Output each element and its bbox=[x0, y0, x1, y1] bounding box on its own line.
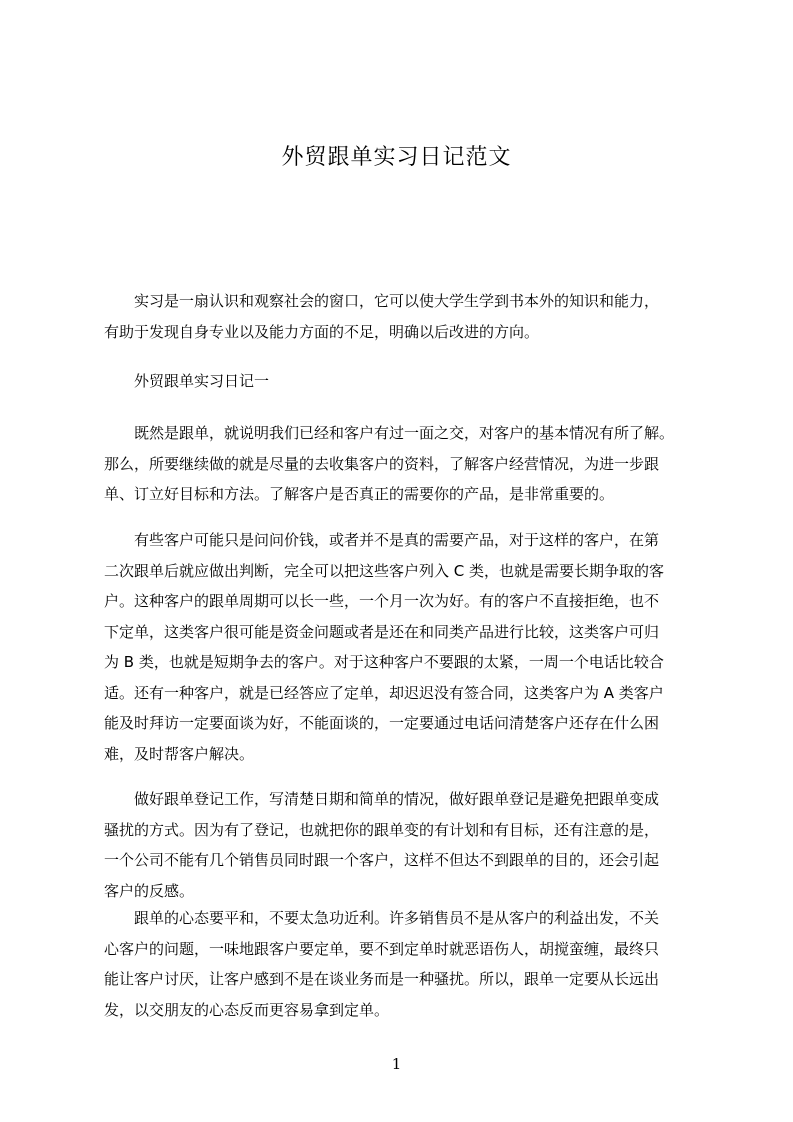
section-heading bbox=[104, 366, 704, 397]
intro-paragraph bbox=[104, 286, 704, 347]
text-line: 既然是跟单，就说明我们已经和客户有过一面之交，对客户的基本情况有所了解。 bbox=[134, 424, 675, 442]
paragraph-2 bbox=[104, 525, 704, 769]
text-line: 户。这种客户的跟单周期可以长一些，一个月一次为好。有的客户不直接拒绝，也不 bbox=[104, 592, 660, 610]
document-title: 外贸跟单实习日记范文 bbox=[281, 145, 512, 170]
text-line: 一个公司不能有几个销售员同时跟一个客户，这样不但达不到跟单的目的，还会引起 bbox=[104, 851, 660, 869]
section-heading-text: 外贸跟单实习日记一 bbox=[134, 372, 270, 390]
text-line: 实习是一扇认识和观察社会的窗口，它可以使大学生学到书本外的知识和能力， bbox=[134, 292, 660, 310]
text-line: 做好跟单登记工作，写清楚日期和简单的情况，做好跟单登记是避免把跟单变成 bbox=[134, 790, 660, 808]
text-line: 发，以交朋友的心态反而更容易拿到定单。 bbox=[104, 1000, 390, 1019]
text-line: 单、订立好目标和方法。了解客户是否真正的需要你的产品，是非常重要的。 bbox=[104, 485, 615, 503]
text-line: 二次跟单后就应做出判断，完全可以把这些客户列入 C 类，也就是需要长期争取的客 bbox=[104, 561, 665, 580]
text-line: 骚扰的方式。因为有了登记，也就把你的跟单变的有计划和有目标，还有注意的是， bbox=[104, 820, 660, 839]
text-line: 适。还有一种客户，就是已经答应了定单，却迟迟没有签合同，这类客户为 A 类客户 bbox=[104, 683, 664, 702]
text-line: 有些客户可能只是问问价钱，或者并不是真的需要产品，对于这样的客户，在第 bbox=[134, 531, 660, 549]
text-line: 能让客户讨厌，让客户感到不是在谈业务而是一种骚扰。所以，跟单一定要从长远出 bbox=[104, 970, 660, 988]
text-line: 跟单的心态要平和，不要太急功近利。许多销售员不是从客户的利益出发，不关 bbox=[134, 909, 660, 927]
text-line: 那么，所要继续做的就是尽量的去收集客户的资料，了解客户经营情况，为进一步跟 bbox=[104, 454, 660, 473]
text-line: 心客户的问题，一味地跟客户要定单，要不到定单时就恶语伤人，胡搅蛮缠，最终只 bbox=[104, 939, 660, 958]
text-line: 客户的反感。 bbox=[104, 881, 195, 900]
paragraph-3 bbox=[104, 784, 704, 906]
text-line: 能及时拜访一定要面谈为好，不能面谈的，一定要通过电话问清楚客户还存在什么困 bbox=[104, 714, 660, 732]
paragraph-4 bbox=[104, 903, 704, 1025]
text-line: 难，及时帮客户解决。 bbox=[104, 744, 255, 763]
text-line: 有助于发现自身专业以及能力方面的不足，明确以后改进的方向。 bbox=[104, 322, 540, 341]
text-line: 下定单，这类客户很可能是资金问题或者是还在和同类产品进行比较，这类客户可归 bbox=[104, 622, 660, 641]
paragraph-1 bbox=[104, 418, 704, 510]
page-number: 1 bbox=[391, 1055, 402, 1073]
text-line: 为 B 类，也就是短期争去的客户。对于这种客户不要跟的太紧，一周一个电话比较合 bbox=[104, 653, 664, 671]
